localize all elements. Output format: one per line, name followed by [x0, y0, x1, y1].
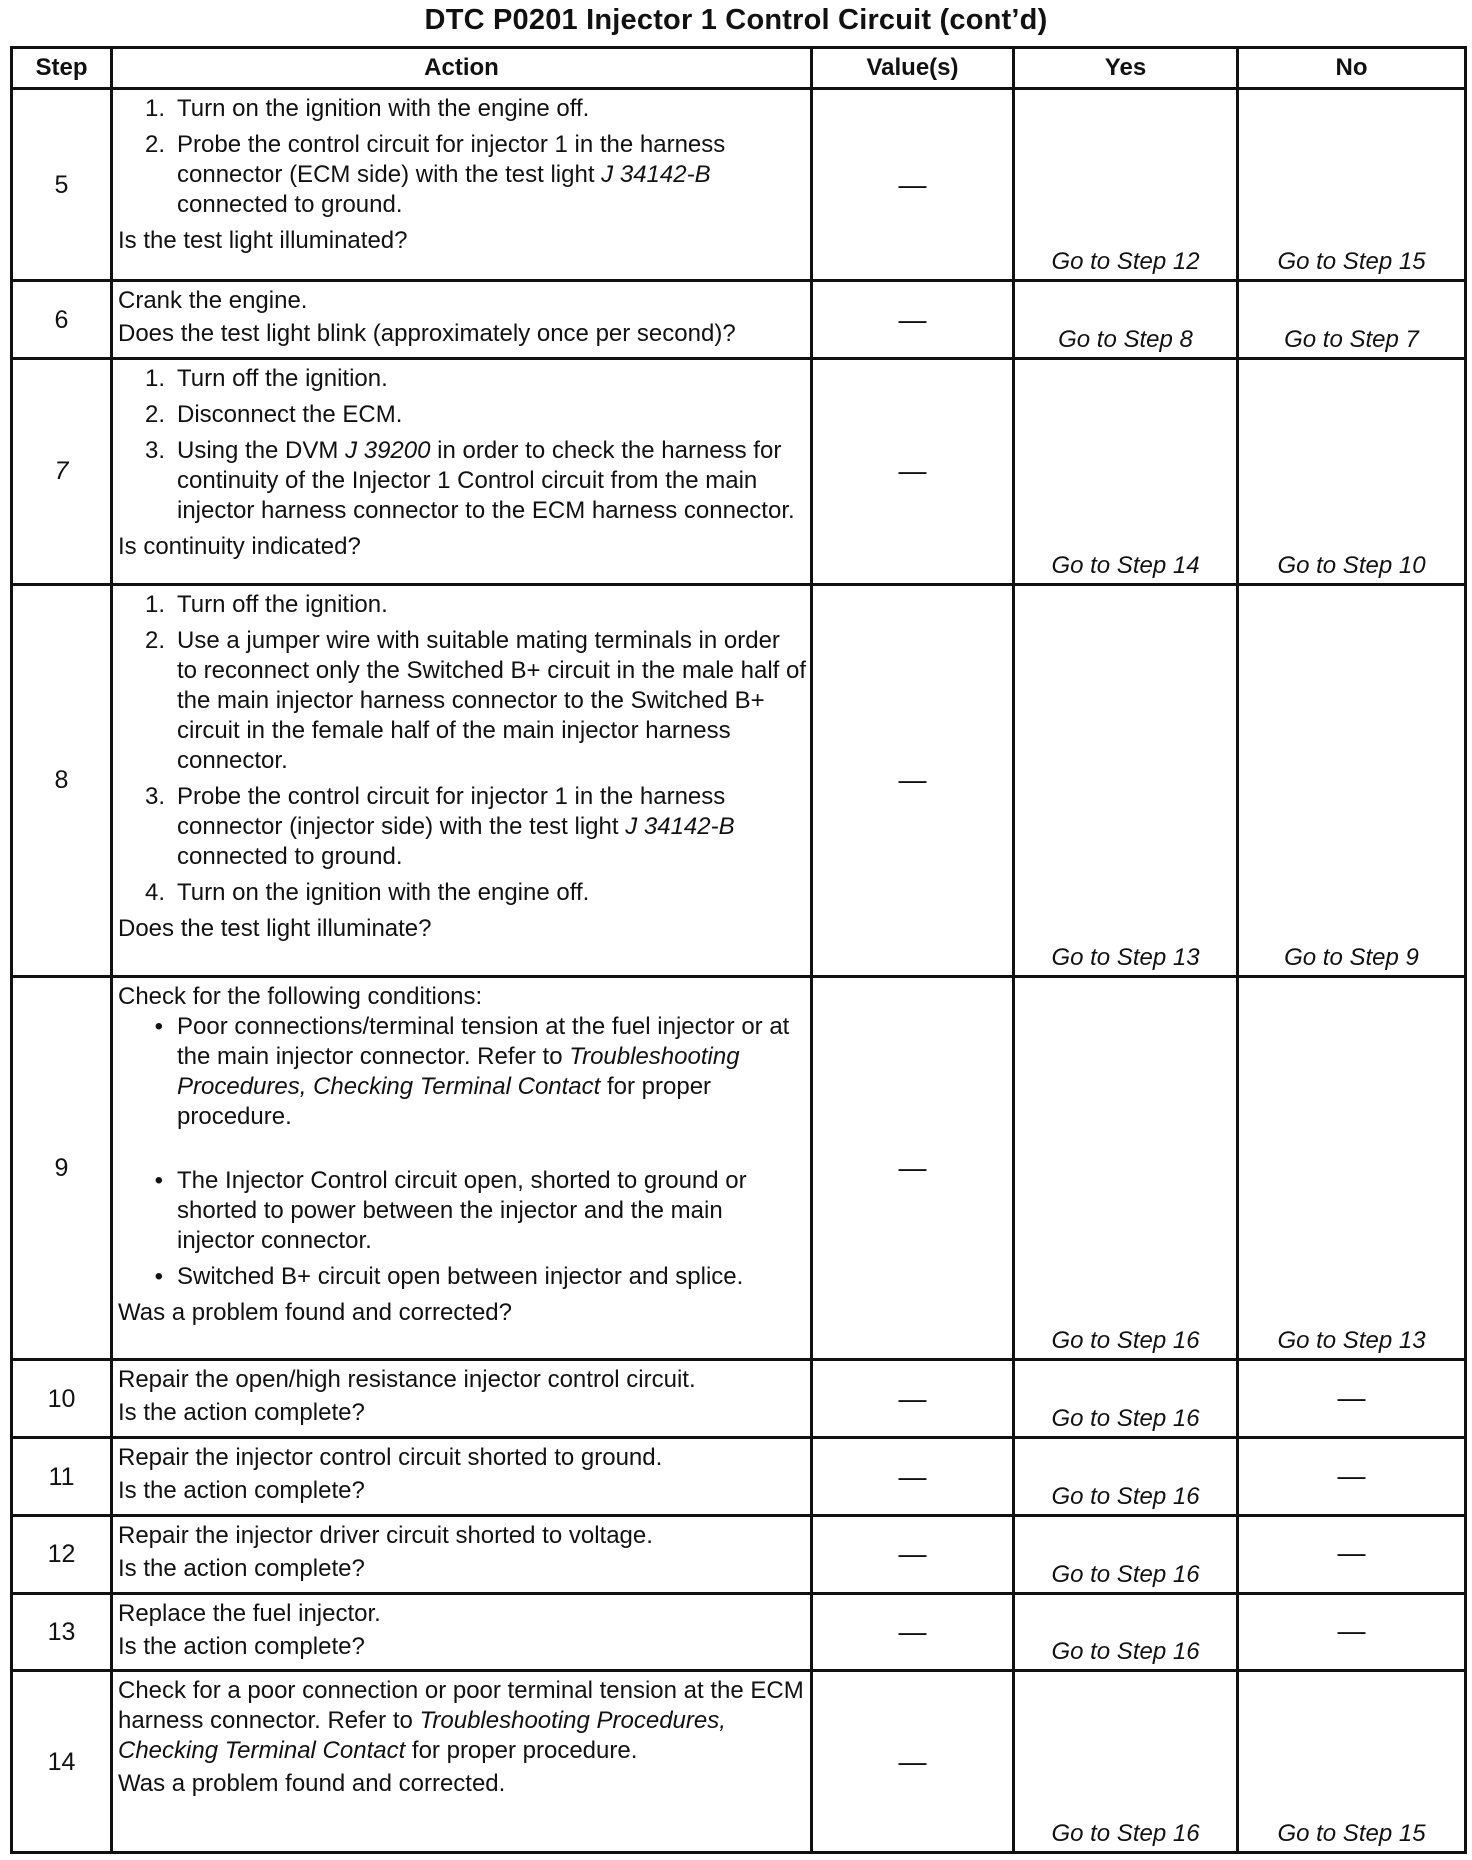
table-row: [12, 1438, 1466, 1516]
no-value: —: [1238, 1360, 1466, 1438]
step-number: 5: [12, 89, 112, 281]
yes-link[interactable]: Go to Step 16: [1014, 1360, 1238, 1438]
no-value: —: [1238, 1593, 1466, 1671]
step-number: 10: [12, 1360, 112, 1438]
condition-item: • The Injector Control circuit open, shorted to ground or shorted to power between the injector and the main injector connector.: [154, 1166, 747, 1254]
tool-reference: J 39200: [345, 437, 431, 465]
action-question: Is the action complete?: [118, 1399, 365, 1427]
table-row: [12, 584, 1466, 976]
page-title: DTC P0201 Injector 1 Control Circuit (cont’d): [424, 4, 1048, 36]
step-number: 13: [12, 1593, 112, 1671]
action-question: Is the test light illuminated?: [118, 227, 408, 254]
value-cell: —: [812, 359, 1014, 585]
action-item: 1. Turn off the ignition.: [144, 365, 388, 393]
header-step: Step: [12, 48, 112, 89]
action-item: 2. Use a jumper wire with suitable mating terminals in order to reconnect only the Switched B+ circuit in the male half of the main injector harness connector to the Switched B+ circuit in the female half of the main injector harness connector.: [144, 626, 807, 774]
yes-link[interactable]: Go to Step 16: [1014, 1438, 1238, 1516]
tool-reference: J 34142-B: [625, 812, 735, 840]
action-item: 2. Disconnect the ECM.: [144, 401, 403, 429]
action-item: 1. Turn off the ignition.: [144, 590, 388, 618]
header-values: Value(s): [812, 48, 1014, 89]
action-cell: Repair the injector control circuit shorted to ground. Is the action complete?: [112, 1438, 812, 1516]
no-link[interactable]: Go to Step 9: [1238, 584, 1466, 976]
no-link[interactable]: Go to Step 15: [1238, 1671, 1466, 1853]
condition-item: • Poor connections/terminal tension at the fuel injector or at the main injector connector. Refer to Troubleshooting Procedures, Checking Terminal Contact for proper procedure.: [154, 1012, 790, 1130]
no-link[interactable]: Go to Step 10: [1238, 359, 1466, 585]
no-link[interactable]: Go to Step 15: [1238, 89, 1466, 281]
table-row: [12, 1593, 1466, 1671]
table-row: [12, 1671, 1466, 1853]
action-question: Was a problem found and corrected?: [118, 1298, 512, 1326]
header-row: [12, 48, 1466, 89]
action-item: 1. Turn on the ignition with the engine off.: [144, 95, 590, 122]
action-item: 4. Turn on the ignition with the engine off.: [144, 878, 590, 906]
action-cell: Check for a poor connection or poor terminal tension at the ECM harness connector. Refer to Troubleshooting Procedures, Checking Terminal Contact for proper procedure. Was a problem found and corrected.: [112, 1671, 812, 1853]
table-row: [12, 281, 1466, 359]
action-item: 3. Using the DVM J 39200 in order to check the harness for continuity of the Injector 1 Control circuit from the main injector harness connector to the ECM harness connector.: [144, 437, 795, 525]
action-cell: Repair the open/high resistance injector control circuit. Is the action complete?: [112, 1360, 812, 1438]
value-cell: —: [812, 1360, 1014, 1438]
action-question: Does the test light illuminate?: [118, 914, 432, 942]
value-cell: —: [812, 1438, 1014, 1516]
condition-item: • Switched B+ circuit open between injector and splice.: [154, 1262, 744, 1290]
yes-link[interactable]: Go to Step 8: [1014, 281, 1238, 359]
yes-link[interactable]: Go to Step 12: [1014, 89, 1238, 281]
action-question: Is the action complete?: [118, 1632, 365, 1660]
no-value: —: [1238, 1515, 1466, 1593]
action-cell: [112, 584, 812, 976]
action-question: Does the test light blink (approximately once per second)?: [118, 320, 736, 348]
value-cell: —: [812, 89, 1014, 281]
action-question: Was a problem found and corrected.: [118, 1770, 506, 1798]
action-cell: Check for the following conditions: • Poor connections/terminal tension at the fuel injector or at the main injector connector. Refer to Troubleshooting Procedures, Checking Terminal Contact for proper procedure. • The Injector Control circuit open, shorted to ground or shorted to power between the injector and the main injector connector. • Switched B+ circuit open between injector and splice. Was a problem found and corrected?: [112, 976, 812, 1359]
yes-link[interactable]: Go to Step 16: [1014, 1515, 1238, 1593]
step-number: 7: [12, 359, 112, 585]
no-value: —: [1238, 1438, 1466, 1516]
yes-link[interactable]: Go to Step 14: [1014, 359, 1238, 585]
yes-link[interactable]: Go to Step 16: [1014, 976, 1238, 1359]
action-question: Is the action complete?: [118, 1554, 365, 1582]
table-row: [12, 359, 1466, 585]
table-row: [12, 89, 1466, 281]
diagnostic-table: [10, 46, 1467, 1854]
table-row: [12, 1360, 1466, 1438]
action-question: Is the action complete?: [118, 1477, 365, 1505]
header-no: No: [1238, 48, 1466, 89]
value-cell: —: [812, 1671, 1014, 1853]
yes-link[interactable]: Go to Step 16: [1014, 1593, 1238, 1671]
action-cell: [112, 359, 812, 585]
value-cell: —: [812, 1515, 1014, 1593]
no-link[interactable]: Go to Step 7: [1238, 281, 1466, 359]
no-link[interactable]: Go to Step 13: [1238, 976, 1466, 1359]
header-yes: Yes: [1014, 48, 1238, 89]
yes-link[interactable]: Go to Step 13: [1014, 584, 1238, 976]
table-row: [12, 1515, 1466, 1593]
action-cell: Replace the fuel injector. Is the action complete?: [112, 1593, 812, 1671]
value-cell: —: [812, 976, 1014, 1359]
step-number: 14: [12, 1671, 112, 1853]
step-number: 6: [12, 281, 112, 359]
value-cell: —: [812, 1593, 1014, 1671]
table-row: [12, 976, 1466, 1359]
action-cell: [112, 89, 812, 281]
action-item: 3. Probe the control circuit for injector 1 in the harness connector (injector side) with the test light J 34142-B connected to ground.: [144, 782, 735, 870]
value-cell: —: [812, 281, 1014, 359]
action-cell: Repair the injector driver circuit shorted to voltage. Is the action complete?: [112, 1515, 812, 1593]
tool-reference: J 34142-B: [601, 161, 711, 188]
yes-link[interactable]: Go to Step 16: [1014, 1671, 1238, 1853]
action-question: Is continuity indicated?: [118, 533, 361, 561]
header-action: Action: [112, 48, 812, 89]
action-cell: Crank the engine. Does the test light blink (approximately once per second)?: [112, 281, 812, 359]
step-number: 9: [12, 976, 112, 1359]
step-number: 11: [12, 1438, 112, 1516]
value-cell: —: [812, 584, 1014, 976]
doc-reference: Troubleshooting Procedures, Checking Terminal Contact: [177, 1042, 740, 1100]
step-number: 8: [12, 584, 112, 976]
step-number: 12: [12, 1515, 112, 1593]
doc-reference: Troubleshooting Procedures, Checking Terminal Contact: [118, 1707, 726, 1765]
action-item: 2. Probe the control circuit for injector 1 in the harness connector (ECM side) with the test light J 34142-B connected to ground.: [144, 131, 726, 218]
